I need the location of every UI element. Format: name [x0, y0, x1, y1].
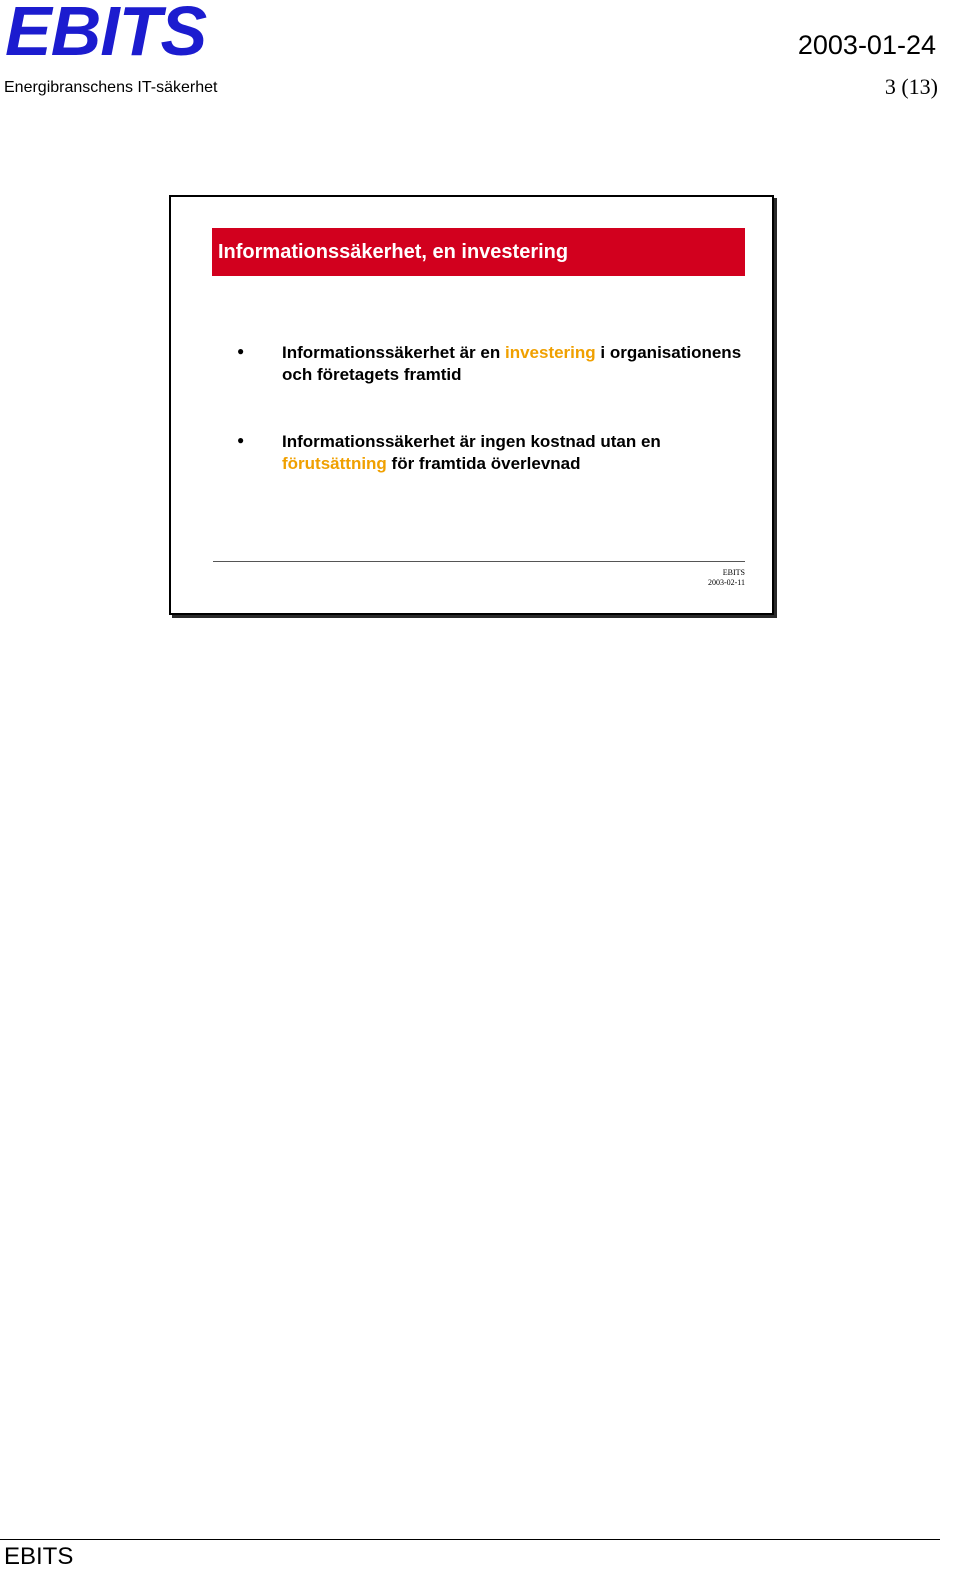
slide-frame: [169, 195, 774, 615]
page-number: 3 (13): [884, 74, 938, 99]
page-footer-text: EBITS: [4, 1543, 74, 1570]
page-footer-divider: [0, 1539, 940, 1540]
bullet-1-text-before: Informationssäkerhet är en: [282, 343, 505, 362]
ebits-logo: EBITS: [5, 0, 207, 70]
slide-footer-date: 2003-02-11: [707, 578, 745, 587]
bullet-2-highlight: förutsättning: [282, 454, 387, 473]
bullet-1-text-after: i organisationens och företagets framtid: [282, 343, 742, 384]
bullet-icon: ●: [237, 433, 245, 447]
bullet-icon: ●: [237, 344, 245, 358]
slide-footer: [708, 568, 745, 588]
slide-title: Informationssäkerhet, en investering: [218, 240, 569, 263]
slide-title-bar: [212, 228, 745, 276]
bullet-1-highlight: investering: [504, 343, 596, 362]
bullet-item-1: [282, 342, 752, 386]
organization-subtitle: Energibranschens IT-säkerhet: [4, 79, 218, 96]
slide-footer-org: EBITS: [722, 568, 745, 577]
slide-footer-divider: [213, 561, 745, 562]
bullet-2-text-after: för framtida överlevnad: [386, 454, 581, 473]
bullet-item-2: [282, 431, 752, 475]
bullet-2-text-before: Informationssäkerhet är ingen kostnad utan en: [282, 432, 661, 451]
document-date: 2003-01-24: [797, 30, 936, 60]
